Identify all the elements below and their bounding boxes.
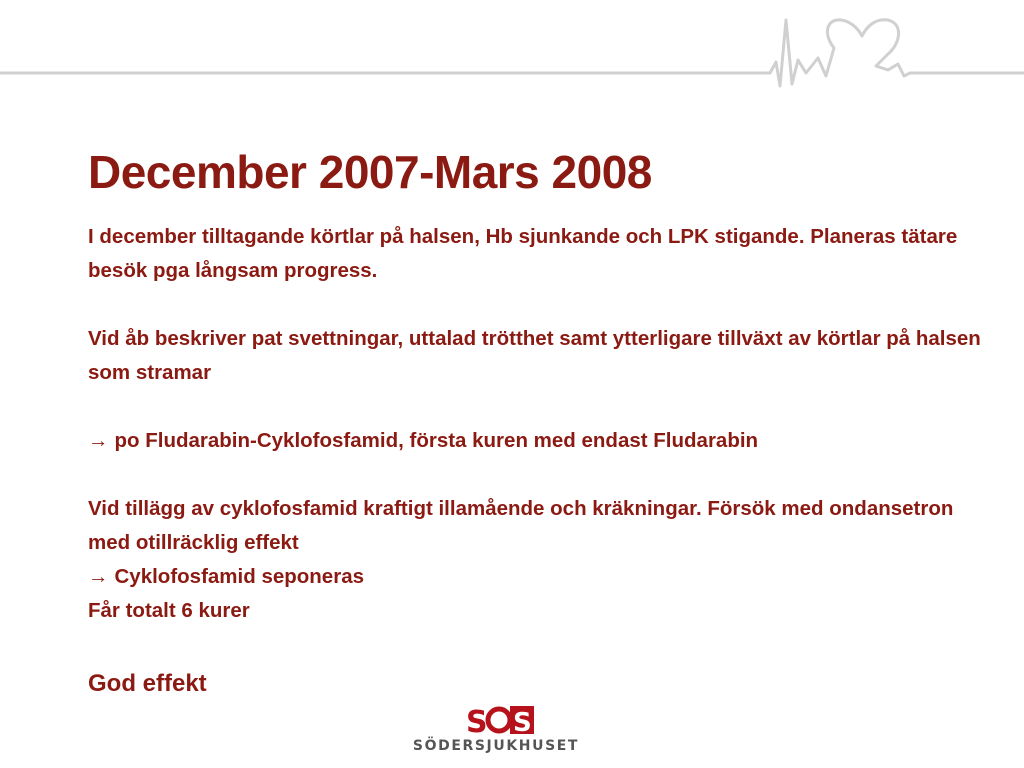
- slide-title: December 2007-Mars 2008: [88, 146, 652, 198]
- paragraph-symptoms: Vid åb beskriver pat svettningar, uttalad trötthet samt ytterligare tillväxt av körtlar på halsen som stramar: [88, 327, 981, 384]
- svg-text:S: S: [513, 708, 532, 736]
- heartbeat-icon: [0, 20, 1024, 86]
- conclusion-text: God effekt: [88, 670, 207, 697]
- arrow-right-icon: →: [88, 565, 109, 588]
- sodersjukhuset-logo: [410, 700, 590, 760]
- slide-body: [88, 220, 988, 628]
- discontinued-text: Cyklofosfamid seponeras: [114, 565, 364, 588]
- paragraph-progress: I december tilltagande körtlar på halsen, Hb sjunkande och LPK stigande. Planeras tätare besök pga långsam progress.: [88, 225, 958, 282]
- treatment-text: po Fludarabin-Cyklofosfamid, första kuren med endast Fludarabin: [114, 429, 759, 452]
- paragraph-discontinued: [88, 560, 988, 594]
- header-heartbeat-line: [0, 0, 1024, 100]
- svg-text:S: S: [466, 705, 488, 736]
- sos-logo-mark: [466, 704, 536, 736]
- paragraph-courses: Får totalt 6 kurer: [88, 599, 250, 622]
- logo-name: SÖDERSJUKHUSET: [412, 738, 580, 754]
- arrow-right-icon: →: [88, 429, 109, 452]
- paragraph-treatment: [88, 424, 988, 458]
- paragraph-side-effects: Vid tillägg av cyklofosfamid kraftigt illamående och kräkningar. Försök med ondansetron med otillräcklig effekt: [88, 497, 954, 554]
